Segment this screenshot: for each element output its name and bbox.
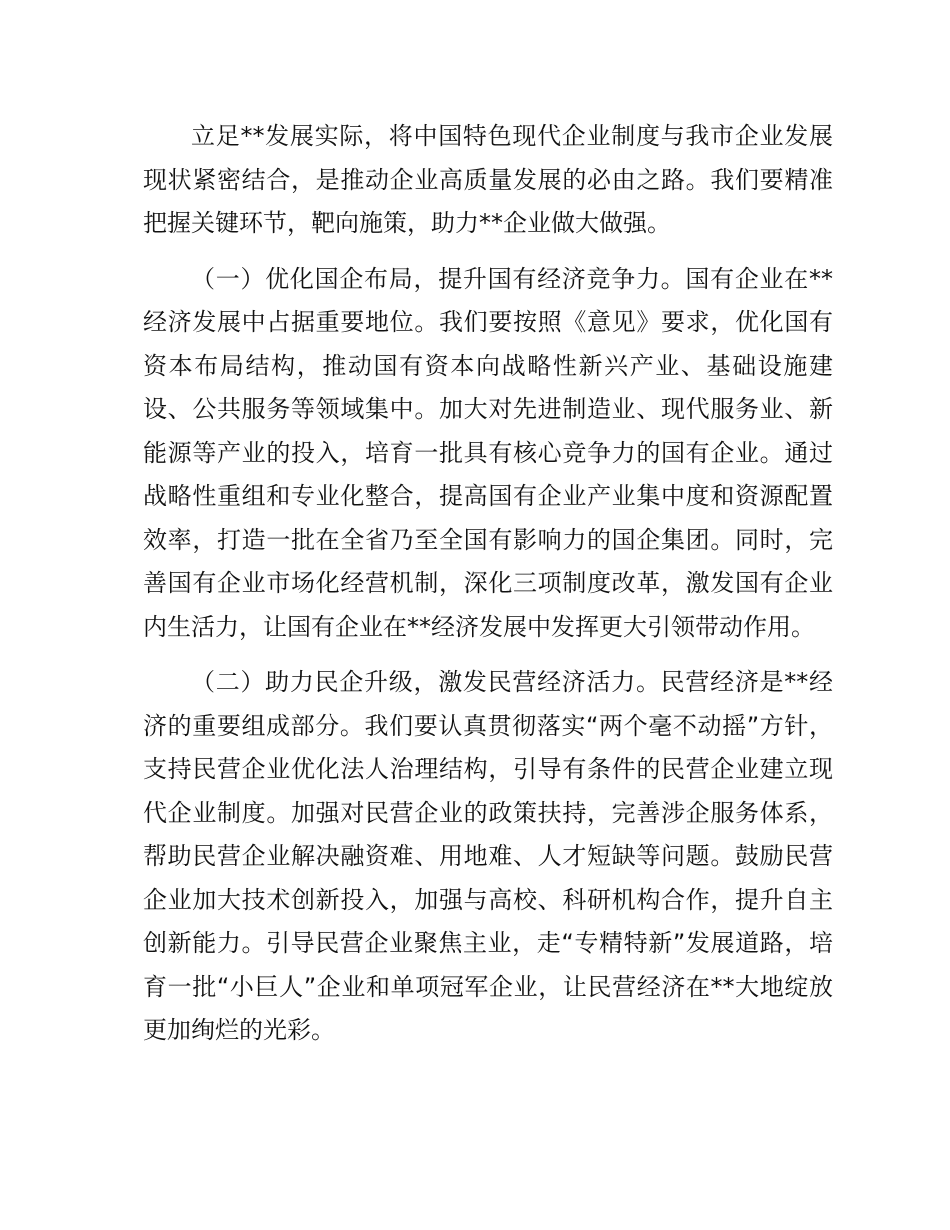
paragraph-private-enterprises: （二）助力民企升级，激发民营经济活力。民营经济是**经济的重要组成部分。我们要认真贯彻落实“两个毫不动摇”方针，支持民营企业优化法人治理结构，引导有条件的民营企业建立现代企业制度。加强对民营企业的政策扶持，完善涉企服务体系，帮助民营企业解决融资难、用地难、人才短缺等问题。鼓励民营企业加大技术创新投入，加强与高校、科研机构合作，提升自主创新能力。引导民营企业聚焦主业，走“专精特新”发展道路，培育一批“小巨人”企业和单项冠军企业，让民营经济在**大地绽放更加绚烂的光彩。 (143, 668, 833, 1044)
paragraph-state-owned-enterprises: （一）优化国企布局，提升国有经济竞争力。国有企业在**经济发展中占据重要地位。我们要按照《意见》要求，优化国有资本布局结构，推动国有资本向战略性新兴产业、基础设施建设、公共服务等领域集中。加大对先进制造业、现代服务业、新能源等产业的投入，培育一批具有核心竞争力的国有企业。通过战略性重组和专业化整合，提高国有企业产业集中度和资源配置效率，打造一批在全省乃至全国有影响力的国企集团。同时，完善国有企业市场化经营机制，深化三项制度改革，激发国有企业内生活力，让国有企业在**经济发展中发挥更大引领带动作用。 (143, 264, 833, 641)
paragraph-intro: 立足**发展实际，将中国特色现代企业制度与我市企业发展现状紧密结合，是推动企业高质量发展的必由之路。我们要精准把握关键环节，靶向施策，助力**企业做大做强。 (143, 122, 833, 237)
document-body (143, 115, 833, 1053)
